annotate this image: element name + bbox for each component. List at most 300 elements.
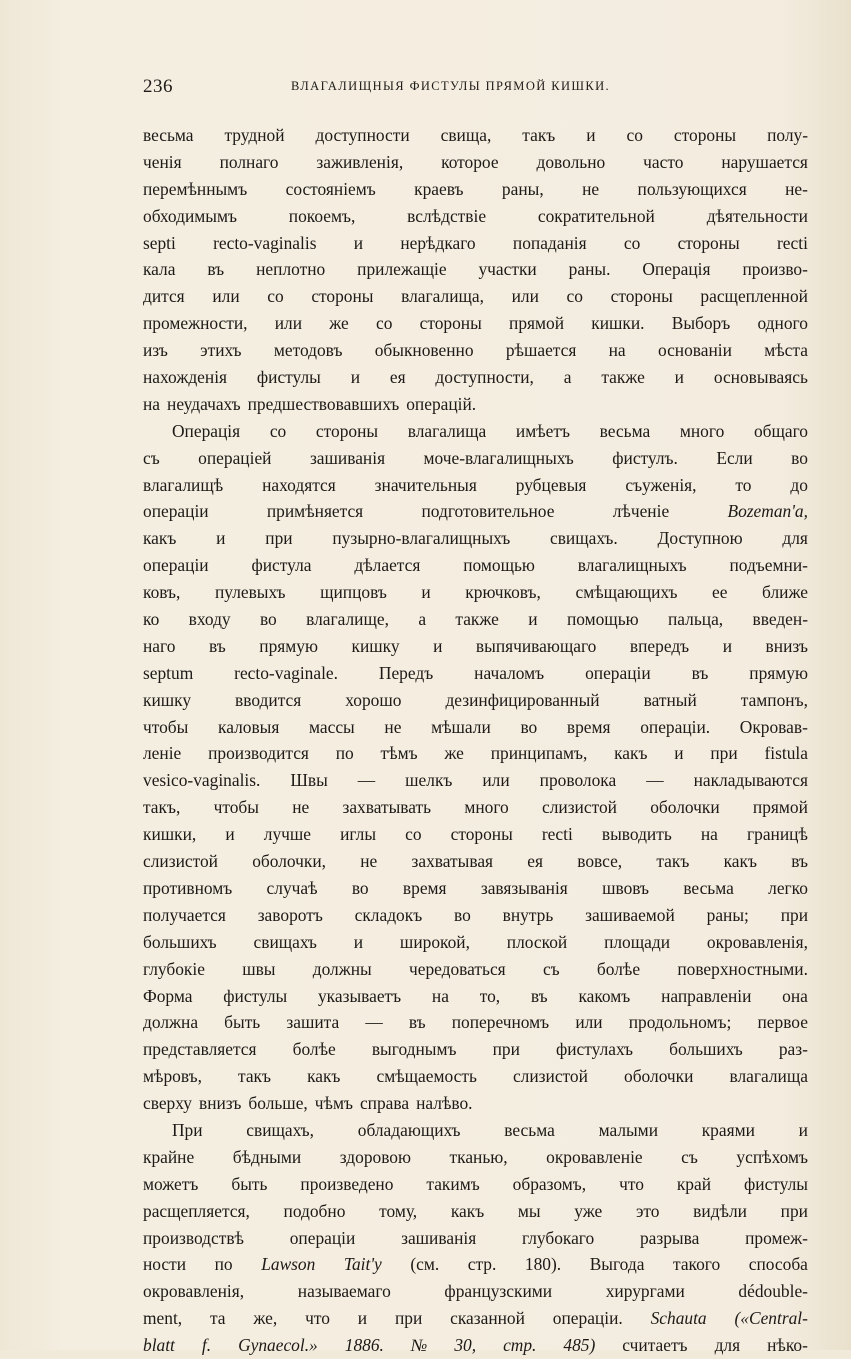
word: фистулахъ bbox=[555, 1039, 634, 1060]
text-line bbox=[143, 794, 808, 821]
word: произво- bbox=[742, 259, 808, 280]
word: съ bbox=[143, 447, 160, 468]
text-line bbox=[143, 848, 808, 875]
word: стороны bbox=[311, 286, 374, 307]
text-line bbox=[143, 1225, 808, 1252]
word: помощью bbox=[463, 555, 535, 576]
text-line bbox=[143, 606, 808, 633]
word: свищахъ. bbox=[550, 528, 618, 549]
word: тканью, bbox=[449, 1146, 508, 1167]
word: складокъ bbox=[354, 904, 423, 925]
word: дится bbox=[143, 286, 185, 307]
word: какъ bbox=[450, 1200, 485, 1221]
word: не bbox=[292, 797, 310, 818]
word: быть bbox=[224, 1012, 261, 1033]
word: швовъ bbox=[602, 877, 650, 898]
word: должны bbox=[312, 958, 372, 979]
text-line bbox=[143, 740, 808, 767]
word: наго bbox=[143, 635, 176, 656]
word: во bbox=[259, 609, 277, 630]
word: 485) bbox=[563, 1335, 596, 1356]
word: направленіи bbox=[661, 985, 752, 1006]
word: раны, bbox=[501, 178, 544, 199]
word: операціи. bbox=[640, 716, 711, 737]
word: 30, bbox=[454, 1335, 477, 1356]
word: накладываются bbox=[693, 770, 808, 791]
word: такимъ bbox=[426, 1173, 480, 1194]
word: dédouble- bbox=[738, 1281, 808, 1302]
word: глубокаго bbox=[521, 1227, 595, 1248]
word: доступности bbox=[315, 125, 410, 145]
word: прямую bbox=[259, 635, 318, 656]
word: — bbox=[357, 770, 376, 791]
word: — bbox=[646, 770, 664, 791]
word: основаніи bbox=[657, 340, 732, 361]
word: по bbox=[335, 743, 354, 764]
word: производится bbox=[208, 743, 309, 764]
word: не bbox=[582, 178, 600, 199]
word: не bbox=[384, 716, 402, 737]
running-title: ВЛАГАЛИЩНЫЯ ФИСТУЛЫ ПРЯМОЙ КИШКИ. bbox=[291, 79, 611, 93]
word: смѣщающихъ bbox=[575, 582, 678, 603]
word: доступности, bbox=[435, 367, 534, 388]
word: сверху bbox=[143, 1093, 192, 1114]
word: смѣщаемость bbox=[376, 1066, 477, 1087]
word: хорошо bbox=[345, 689, 402, 710]
word: Gynaecol.» bbox=[238, 1335, 318, 1356]
word: налѣво. bbox=[416, 1093, 473, 1114]
text-line bbox=[143, 1251, 808, 1278]
word: то, bbox=[479, 985, 501, 1006]
word: же, bbox=[253, 1308, 278, 1329]
word: фистулы bbox=[223, 985, 288, 1006]
text-line bbox=[143, 1063, 808, 1090]
word: и bbox=[353, 232, 364, 253]
text-line bbox=[143, 1036, 808, 1063]
word: при bbox=[780, 904, 808, 925]
word: подъемни- bbox=[729, 555, 808, 576]
word: стороны bbox=[450, 824, 513, 845]
text-line bbox=[143, 1305, 808, 1332]
word: болѣе bbox=[292, 1039, 336, 1060]
word: леніе bbox=[143, 743, 182, 764]
word: и bbox=[528, 609, 538, 630]
word: весьма bbox=[143, 125, 194, 145]
text-line bbox=[143, 714, 808, 741]
word: считаетъ bbox=[622, 1335, 688, 1356]
word: поверхностными. bbox=[677, 958, 808, 979]
word: такъ bbox=[522, 125, 556, 145]
word: же bbox=[329, 313, 349, 334]
word: должна bbox=[143, 1012, 199, 1033]
word: дезинфицированный bbox=[445, 689, 600, 710]
word: справа bbox=[359, 1093, 410, 1114]
word: какъ bbox=[143, 528, 177, 549]
word: до bbox=[790, 474, 808, 495]
word: операціи bbox=[143, 501, 209, 522]
word: мѣста bbox=[764, 340, 808, 361]
text-line bbox=[143, 1278, 808, 1305]
word: тому, bbox=[379, 1200, 418, 1221]
word: ченія bbox=[143, 151, 182, 172]
word: Schauta bbox=[650, 1308, 707, 1329]
word: въ bbox=[791, 851, 808, 872]
word: операціи bbox=[585, 662, 651, 683]
word: впередъ bbox=[629, 635, 690, 656]
word: операціей bbox=[198, 447, 272, 468]
word: и bbox=[722, 635, 733, 656]
word: легко bbox=[768, 877, 808, 898]
word: Передъ bbox=[378, 662, 434, 683]
word: на bbox=[431, 985, 449, 1006]
word: основываясь bbox=[713, 367, 808, 388]
word: зашиваемой bbox=[585, 904, 675, 925]
word: разрыва bbox=[639, 1227, 700, 1248]
word: кишки, bbox=[143, 824, 197, 845]
word: ближе bbox=[762, 582, 808, 603]
text-line bbox=[143, 1117, 808, 1144]
word: неплотно bbox=[256, 259, 326, 280]
word: свища, bbox=[440, 125, 492, 145]
word: слизистой bbox=[541, 797, 617, 818]
word: одного bbox=[757, 313, 808, 334]
word: массы bbox=[309, 716, 355, 737]
word: съ bbox=[681, 1146, 698, 1167]
word: заживленія, bbox=[316, 151, 404, 172]
word: на bbox=[608, 340, 626, 361]
word: 1886. bbox=[344, 1335, 384, 1356]
word: и bbox=[433, 635, 443, 656]
word: и bbox=[357, 1308, 368, 1329]
word: большихъ bbox=[669, 1039, 743, 1060]
word: blatt bbox=[143, 1335, 175, 1356]
word: окровавленія, bbox=[706, 931, 808, 952]
word: проволока bbox=[539, 770, 617, 791]
word: стороны bbox=[677, 232, 740, 253]
word: это bbox=[635, 1200, 660, 1221]
word: прямой bbox=[509, 313, 565, 334]
word: лѣченіе bbox=[612, 501, 670, 522]
word: стороны bbox=[315, 420, 379, 441]
word: слизистой bbox=[512, 1066, 588, 1087]
word: раны; bbox=[706, 904, 749, 925]
word: много bbox=[679, 420, 725, 441]
word: крючковъ, bbox=[465, 582, 541, 603]
word: выгоднымъ bbox=[371, 1039, 457, 1060]
word: и bbox=[350, 367, 361, 388]
word: поперечномъ bbox=[451, 1012, 550, 1033]
word: подготовительное bbox=[421, 501, 555, 522]
word: ковъ, bbox=[143, 582, 181, 603]
word: время bbox=[402, 877, 447, 898]
word: recti bbox=[541, 824, 573, 845]
word: иглы bbox=[340, 824, 377, 845]
word: обладающихъ bbox=[357, 1119, 461, 1140]
word: полнаго bbox=[219, 151, 279, 172]
word: влагалища bbox=[729, 1066, 808, 1087]
word: Операція bbox=[172, 420, 241, 441]
text-line bbox=[143, 418, 808, 445]
word: какъ bbox=[614, 743, 648, 764]
word: часто bbox=[643, 151, 684, 172]
word: при bbox=[492, 1039, 520, 1060]
text-line bbox=[143, 1009, 808, 1036]
word: трудной bbox=[224, 125, 285, 145]
word: внизъ bbox=[198, 1093, 242, 1114]
word: для bbox=[714, 1335, 741, 1356]
word: пальца, bbox=[667, 609, 724, 630]
word: хирургами bbox=[605, 1281, 685, 1302]
word: значительныя bbox=[374, 474, 477, 495]
word: вводится bbox=[235, 689, 302, 710]
word: внутрь bbox=[502, 904, 554, 925]
word: Lawson bbox=[261, 1254, 316, 1275]
word: оболочки bbox=[624, 1066, 694, 1087]
word: ment, bbox=[143, 1308, 183, 1329]
word: recto-vaginalis bbox=[213, 232, 317, 253]
word: мы bbox=[517, 1200, 541, 1221]
word: границѣ bbox=[746, 824, 808, 845]
word: со bbox=[375, 313, 393, 334]
word: не- bbox=[785, 178, 808, 199]
word: принципамъ, bbox=[490, 743, 588, 764]
word: зашиванія bbox=[401, 1227, 477, 1248]
text-line bbox=[143, 552, 808, 579]
word: чтобы bbox=[143, 716, 189, 737]
text-line bbox=[143, 310, 808, 337]
word: рубцевыя bbox=[515, 474, 587, 495]
word: операцій. bbox=[406, 393, 477, 414]
word: противномъ bbox=[143, 877, 233, 898]
text-line bbox=[143, 875, 808, 902]
word: Выгода bbox=[589, 1254, 645, 1275]
word: перемѣннымъ bbox=[143, 178, 248, 199]
word: ко bbox=[143, 609, 160, 630]
word: оболочки, bbox=[252, 851, 327, 872]
word: подобно bbox=[283, 1200, 346, 1221]
word: тампонъ, bbox=[740, 689, 808, 710]
word: раз- bbox=[778, 1039, 808, 1060]
word: и bbox=[674, 367, 684, 388]
word: промеж- bbox=[745, 1227, 808, 1248]
word: дѣятельности bbox=[706, 205, 808, 226]
text-line bbox=[143, 256, 808, 283]
word: recti bbox=[777, 232, 808, 253]
text-line bbox=[143, 633, 808, 660]
word: попаданія bbox=[512, 232, 587, 253]
word: произведено bbox=[300, 1173, 394, 1194]
word: способа bbox=[748, 1254, 808, 1275]
text-line bbox=[143, 1144, 808, 1171]
text-line bbox=[143, 1332, 808, 1359]
word: введен- bbox=[752, 609, 808, 630]
text-line bbox=[143, 821, 808, 848]
word: ее bbox=[712, 582, 728, 603]
word: захватывая bbox=[411, 851, 494, 872]
word: fistula bbox=[764, 743, 808, 764]
text-line bbox=[143, 498, 808, 525]
word: производствѣ bbox=[143, 1227, 244, 1248]
word: на bbox=[700, 824, 718, 845]
word: образомъ, bbox=[512, 1173, 587, 1194]
word: она bbox=[782, 985, 808, 1006]
word: чтобы bbox=[213, 797, 259, 818]
word: получается bbox=[143, 904, 226, 925]
word: полу- bbox=[767, 125, 808, 145]
word: фистулъ. bbox=[612, 447, 678, 468]
word: оболочки bbox=[650, 797, 720, 818]
word: дѣлается bbox=[354, 555, 421, 576]
word: слизистой bbox=[143, 851, 218, 872]
word: влагалищныхъ bbox=[577, 555, 687, 576]
word: та bbox=[209, 1308, 226, 1329]
word: пулевыхъ bbox=[214, 582, 286, 603]
word: расщепленной bbox=[700, 286, 808, 307]
text-line bbox=[143, 149, 808, 176]
word: или bbox=[511, 286, 539, 307]
word: швы bbox=[242, 958, 276, 979]
word: такого bbox=[673, 1254, 721, 1275]
word: Выборъ bbox=[671, 313, 731, 334]
word: сказанной bbox=[450, 1308, 525, 1329]
word: свищахъ bbox=[253, 931, 317, 952]
text-line bbox=[143, 283, 808, 310]
word: чѣмъ bbox=[314, 1093, 353, 1114]
word: находятся bbox=[262, 474, 336, 495]
word: стороны bbox=[610, 286, 673, 307]
text-line bbox=[143, 1198, 808, 1225]
word: фистулы bbox=[256, 367, 321, 388]
word: общаго bbox=[753, 420, 808, 441]
word: быть bbox=[231, 1173, 268, 1194]
body-text bbox=[143, 122, 808, 1359]
page-header bbox=[143, 76, 805, 102]
word: со bbox=[267, 286, 284, 307]
word: состояніемъ bbox=[285, 178, 376, 199]
word: нарушается bbox=[721, 151, 808, 172]
word: во bbox=[454, 904, 471, 925]
text-line bbox=[143, 364, 808, 391]
word: уже bbox=[574, 1200, 603, 1221]
word: не bbox=[360, 851, 378, 872]
word: входу bbox=[188, 609, 231, 630]
word: видѣли bbox=[693, 1200, 747, 1221]
word: зашита bbox=[286, 1012, 340, 1033]
word: можетъ bbox=[143, 1173, 199, 1194]
word: стороны bbox=[673, 125, 737, 145]
word: съуженія, bbox=[625, 474, 697, 495]
word: край bbox=[676, 1173, 712, 1194]
word: ея bbox=[527, 851, 543, 872]
text-line bbox=[143, 230, 808, 257]
word: прямой bbox=[752, 797, 808, 818]
word: и bbox=[225, 824, 235, 845]
word: при bbox=[394, 1308, 423, 1329]
word: и bbox=[586, 125, 596, 145]
word: стр. bbox=[467, 1254, 497, 1275]
word: примѣняется bbox=[266, 501, 364, 522]
word: здоровою bbox=[339, 1146, 411, 1167]
word: методовъ bbox=[273, 340, 343, 361]
word: промежности, bbox=[143, 313, 248, 334]
word: сократительной bbox=[537, 205, 655, 226]
word: завязыванія bbox=[480, 877, 568, 898]
word: участки bbox=[478, 259, 537, 280]
page-number: 236 bbox=[143, 76, 173, 97]
word: имѣетъ bbox=[515, 420, 570, 441]
word: внизъ bbox=[765, 635, 808, 656]
word: vesico-vaginalis. bbox=[143, 770, 261, 791]
word: а bbox=[418, 609, 427, 630]
word: предшествовавшихъ bbox=[247, 393, 400, 414]
text-line bbox=[143, 203, 808, 230]
word: лучше bbox=[263, 824, 311, 845]
word: (см. bbox=[410, 1254, 440, 1275]
word: изъ bbox=[143, 340, 168, 361]
word: то bbox=[735, 474, 752, 495]
word: для bbox=[782, 528, 808, 549]
word: малыми bbox=[598, 1119, 658, 1140]
word: пузырно-влагалищныхъ bbox=[332, 528, 511, 549]
text-line bbox=[143, 337, 808, 364]
word: фистула bbox=[251, 555, 312, 576]
word: Доступною bbox=[657, 528, 743, 549]
word: больше, bbox=[248, 1093, 308, 1114]
word: во bbox=[351, 877, 369, 898]
text-line bbox=[143, 956, 808, 983]
word: въ bbox=[208, 635, 226, 656]
word: кишку bbox=[351, 635, 400, 656]
word: septum bbox=[143, 662, 194, 683]
word: или bbox=[482, 770, 510, 791]
word: и bbox=[216, 528, 226, 549]
word: помощью bbox=[566, 609, 639, 630]
word: такъ bbox=[238, 1066, 272, 1087]
word: съ bbox=[542, 958, 560, 979]
word: пользующихся bbox=[637, 178, 747, 199]
word: Bozeman'а, bbox=[727, 501, 808, 522]
text-line bbox=[143, 176, 808, 203]
word: стр. bbox=[503, 1335, 537, 1356]
word: каловыя bbox=[218, 716, 280, 737]
word: выводить bbox=[601, 824, 672, 845]
word: операціи. bbox=[552, 1308, 623, 1329]
word: моче-влагалищныхъ bbox=[423, 447, 574, 468]
word: довольно bbox=[536, 151, 606, 172]
word: мѣровъ, bbox=[143, 1066, 202, 1087]
word: кишки. bbox=[591, 313, 645, 334]
word: влагалище, bbox=[306, 609, 389, 630]
word: прилежащіе bbox=[357, 259, 447, 280]
word: площади bbox=[604, 931, 671, 952]
word: рѣшается bbox=[505, 340, 577, 361]
word: стороны bbox=[419, 313, 482, 334]
word: со bbox=[626, 125, 643, 145]
word: крайне bbox=[143, 1146, 195, 1167]
word: обыкновенно bbox=[374, 340, 474, 361]
word: неудачахъ bbox=[167, 393, 241, 414]
word: бѣдными bbox=[232, 1146, 302, 1167]
word: кала bbox=[143, 259, 176, 280]
word: обходимымъ bbox=[143, 205, 237, 226]
text-line bbox=[143, 902, 808, 929]
word: широкой, bbox=[399, 931, 470, 952]
word: или bbox=[575, 1012, 603, 1033]
word: глубокіе bbox=[143, 958, 205, 979]
word: фистулы bbox=[744, 1173, 808, 1194]
word: зашиванія bbox=[309, 447, 386, 468]
text-line bbox=[143, 660, 808, 687]
